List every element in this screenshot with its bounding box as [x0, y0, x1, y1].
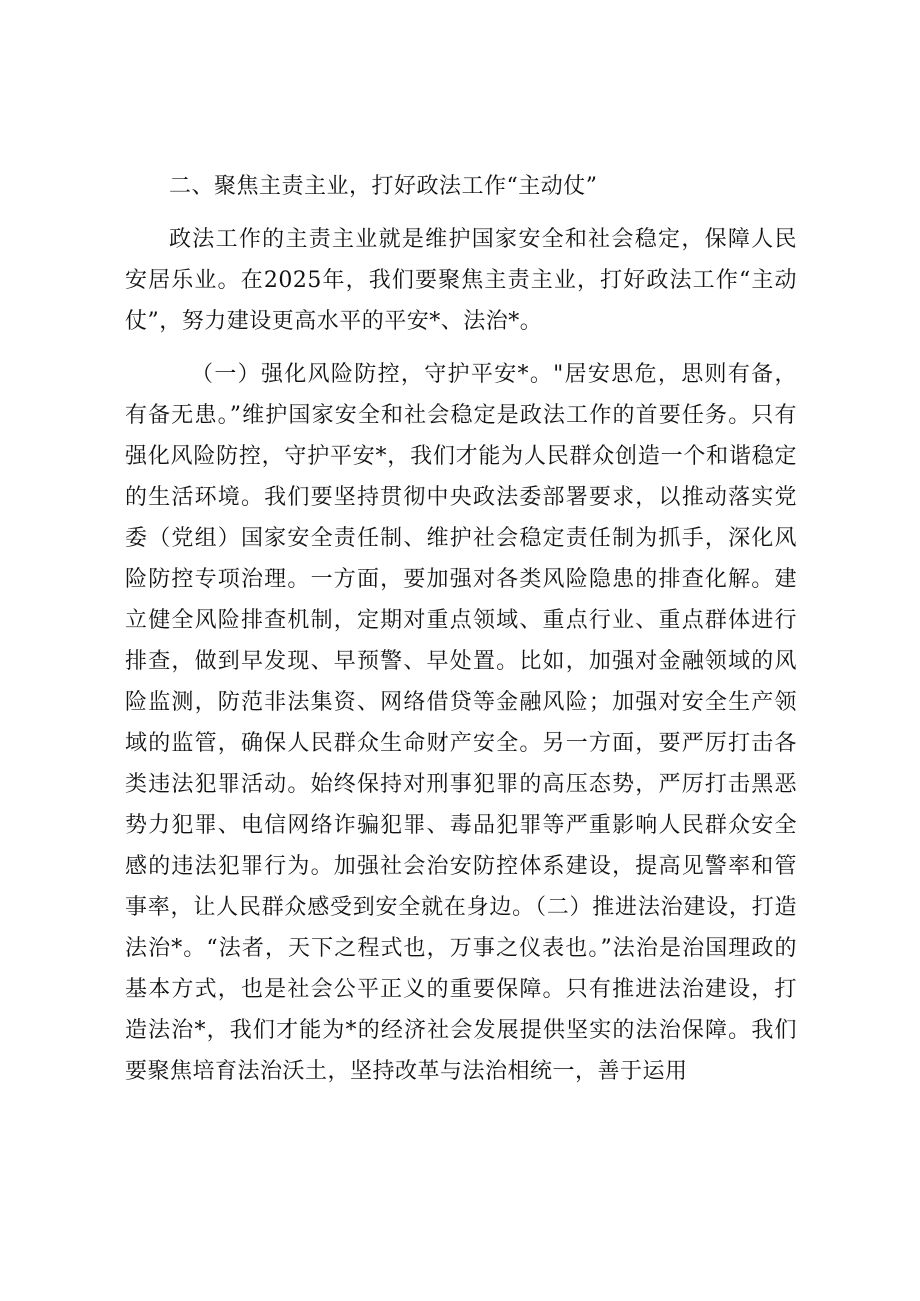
- paragraph-risk-control: （一）强化风险防控，守护平安*。"居安思危，思则有备，有备无患。”维护国家安全和社会稳定是政法工作的首要任务。只有强化风险防控，守护平安*，我们才能为人民群众创造一个和谐稳定的生活环境。我们要坚持贯彻中央政法委部署要求，以推动落实党委（党组）国家安全责任制、维护社会稳定责任制为抓手，深化风险防控专项治理。一方面，要加强对各类风险隐患的排查化解。建立健全风险排查机制，定期对重点领域、重点行业、重点群体进行排查，做到早发现、早预警、早处置。比如，加强对金融领域的风险监测，防范非法集资、网络借贷等金融风险；加强对安全生产领域的监管，确保人民群众生命财产安全。另一方面，要严厉打击各类违法犯罪活动。始终保持对刑事犯罪的高压态势，严厉打击黑恶势力犯罪、电信网络诈骗犯罪、毒品犯罪等严重影响人民群众安全感的违法犯罪行为。加强社会治安防控体系建设，提高见警率和管事率，让人民群众感受到安全就在身边。（二）推进法治建设，打造法治*。“法者，天下之程式也，万事之仪表也。”法治是治国理政的基本方式，也是社会公平正义的重要保障。只有推进法治建设，打造法治*，我们才能为*的经济社会发展提供坚实的法治保障。我们要聚焦培育法治沃土，坚持改革与法治相统一，善于运用: [125, 362, 797, 1084]
- section-heading: 二、聚焦主责主业，打好政法工作“主动仗”: [169, 174, 598, 199]
- paragraph-intro: 政法工作的主责主业就是维护国家安全和社会稳定，保障人民安居乐业。在2025年，我们要聚焦主责主业，打好政法工作“主动仗”，努力建设更高水平的平安*、法治*。: [125, 227, 797, 334]
- document-body: [125, 166, 797, 1092]
